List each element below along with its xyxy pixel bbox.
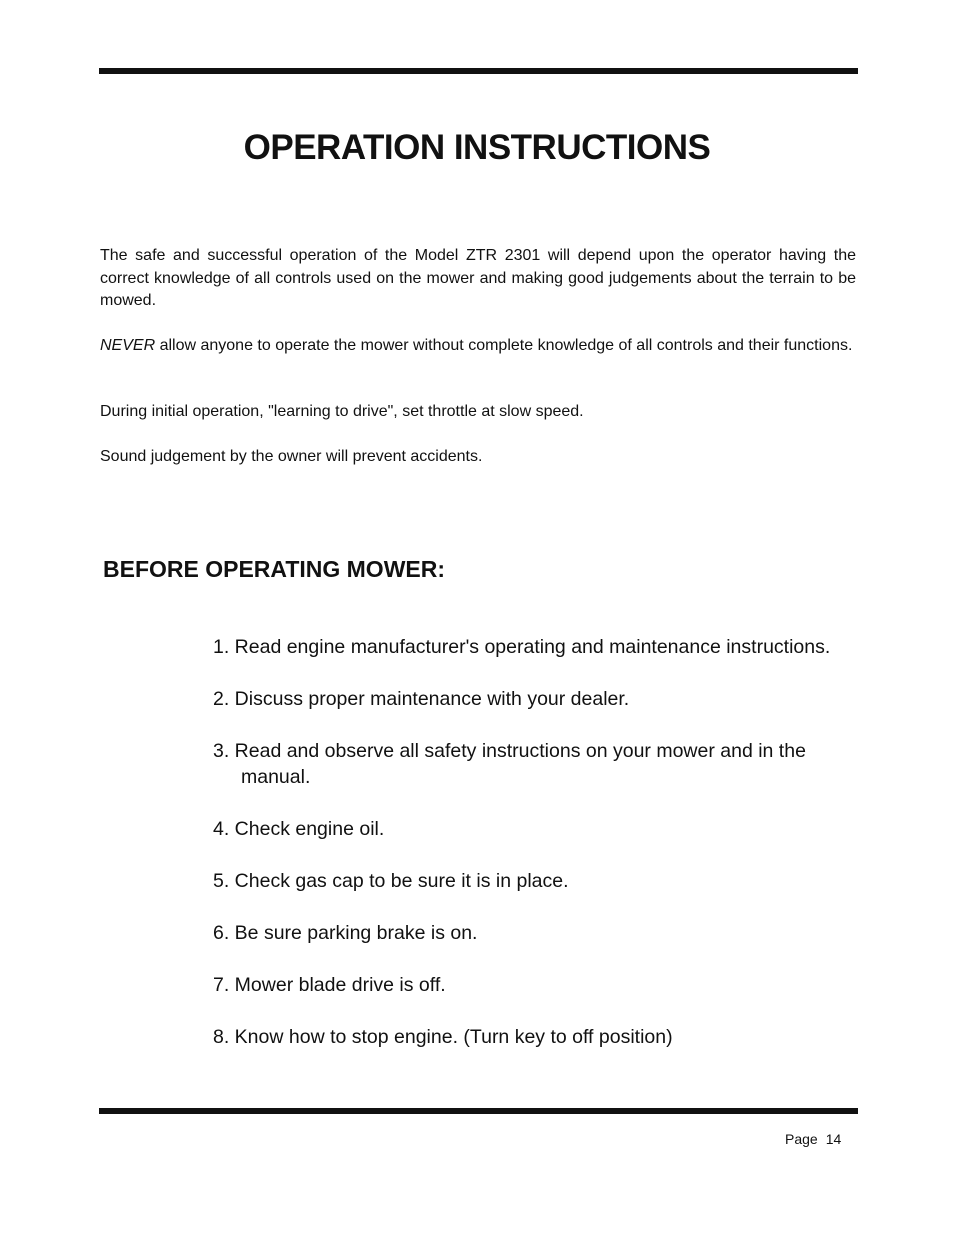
page-number-value: 14 <box>825 1131 842 1147</box>
section-heading: BEFORE OPERATING MOWER: <box>103 556 446 582</box>
intro-paragraph-4: Sound judgement by the owner will prevent accidents. <box>100 448 483 465</box>
list-item: 2. Discuss proper maintenance with your dealer. <box>213 688 630 710</box>
never-emphasis: NEVER <box>100 337 156 354</box>
bottom-divider <box>99 1108 858 1114</box>
intro-paragraph-3: During initial operation, "learning to drive", set throttle at slow speed. <box>100 403 584 420</box>
list-item: 8. Know how to stop engine. (Turn key to off position) <box>213 1026 673 1048</box>
list-item: 7. Mower blade drive is off. <box>213 974 446 996</box>
intro-paragraph-2 <box>100 335 856 358</box>
intro-paragraph-2-text: allow anyone to operate the mower without complete knowledge of all controls and their functions. <box>155 337 853 354</box>
list-item: 3. Read and observe all safety instructions on your mower and in the manual. <box>213 740 806 788</box>
page-label: Page <box>785 1131 818 1147</box>
list-item: 6. Be sure parking brake is on. <box>213 922 478 944</box>
top-divider <box>99 68 858 74</box>
page-number <box>785 1131 849 1147</box>
steps-list <box>213 634 833 1076</box>
list-item: 4. Check engine oil. <box>213 818 385 840</box>
list-item: 5. Check gas cap to be sure it is in place. <box>213 870 569 892</box>
intro-paragraph-1: The safe and successful operation of the Model ZTR 2301 will depend upon the operator having the correct knowledge of all controls used on the mower and making good judgements about the terrain to be mowed. <box>100 247 856 309</box>
list-item: 1. Read engine manufacturer's operating and maintenance instructions. <box>213 636 831 658</box>
page-title: OPERATION INSTRUCTIONS <box>243 128 711 167</box>
